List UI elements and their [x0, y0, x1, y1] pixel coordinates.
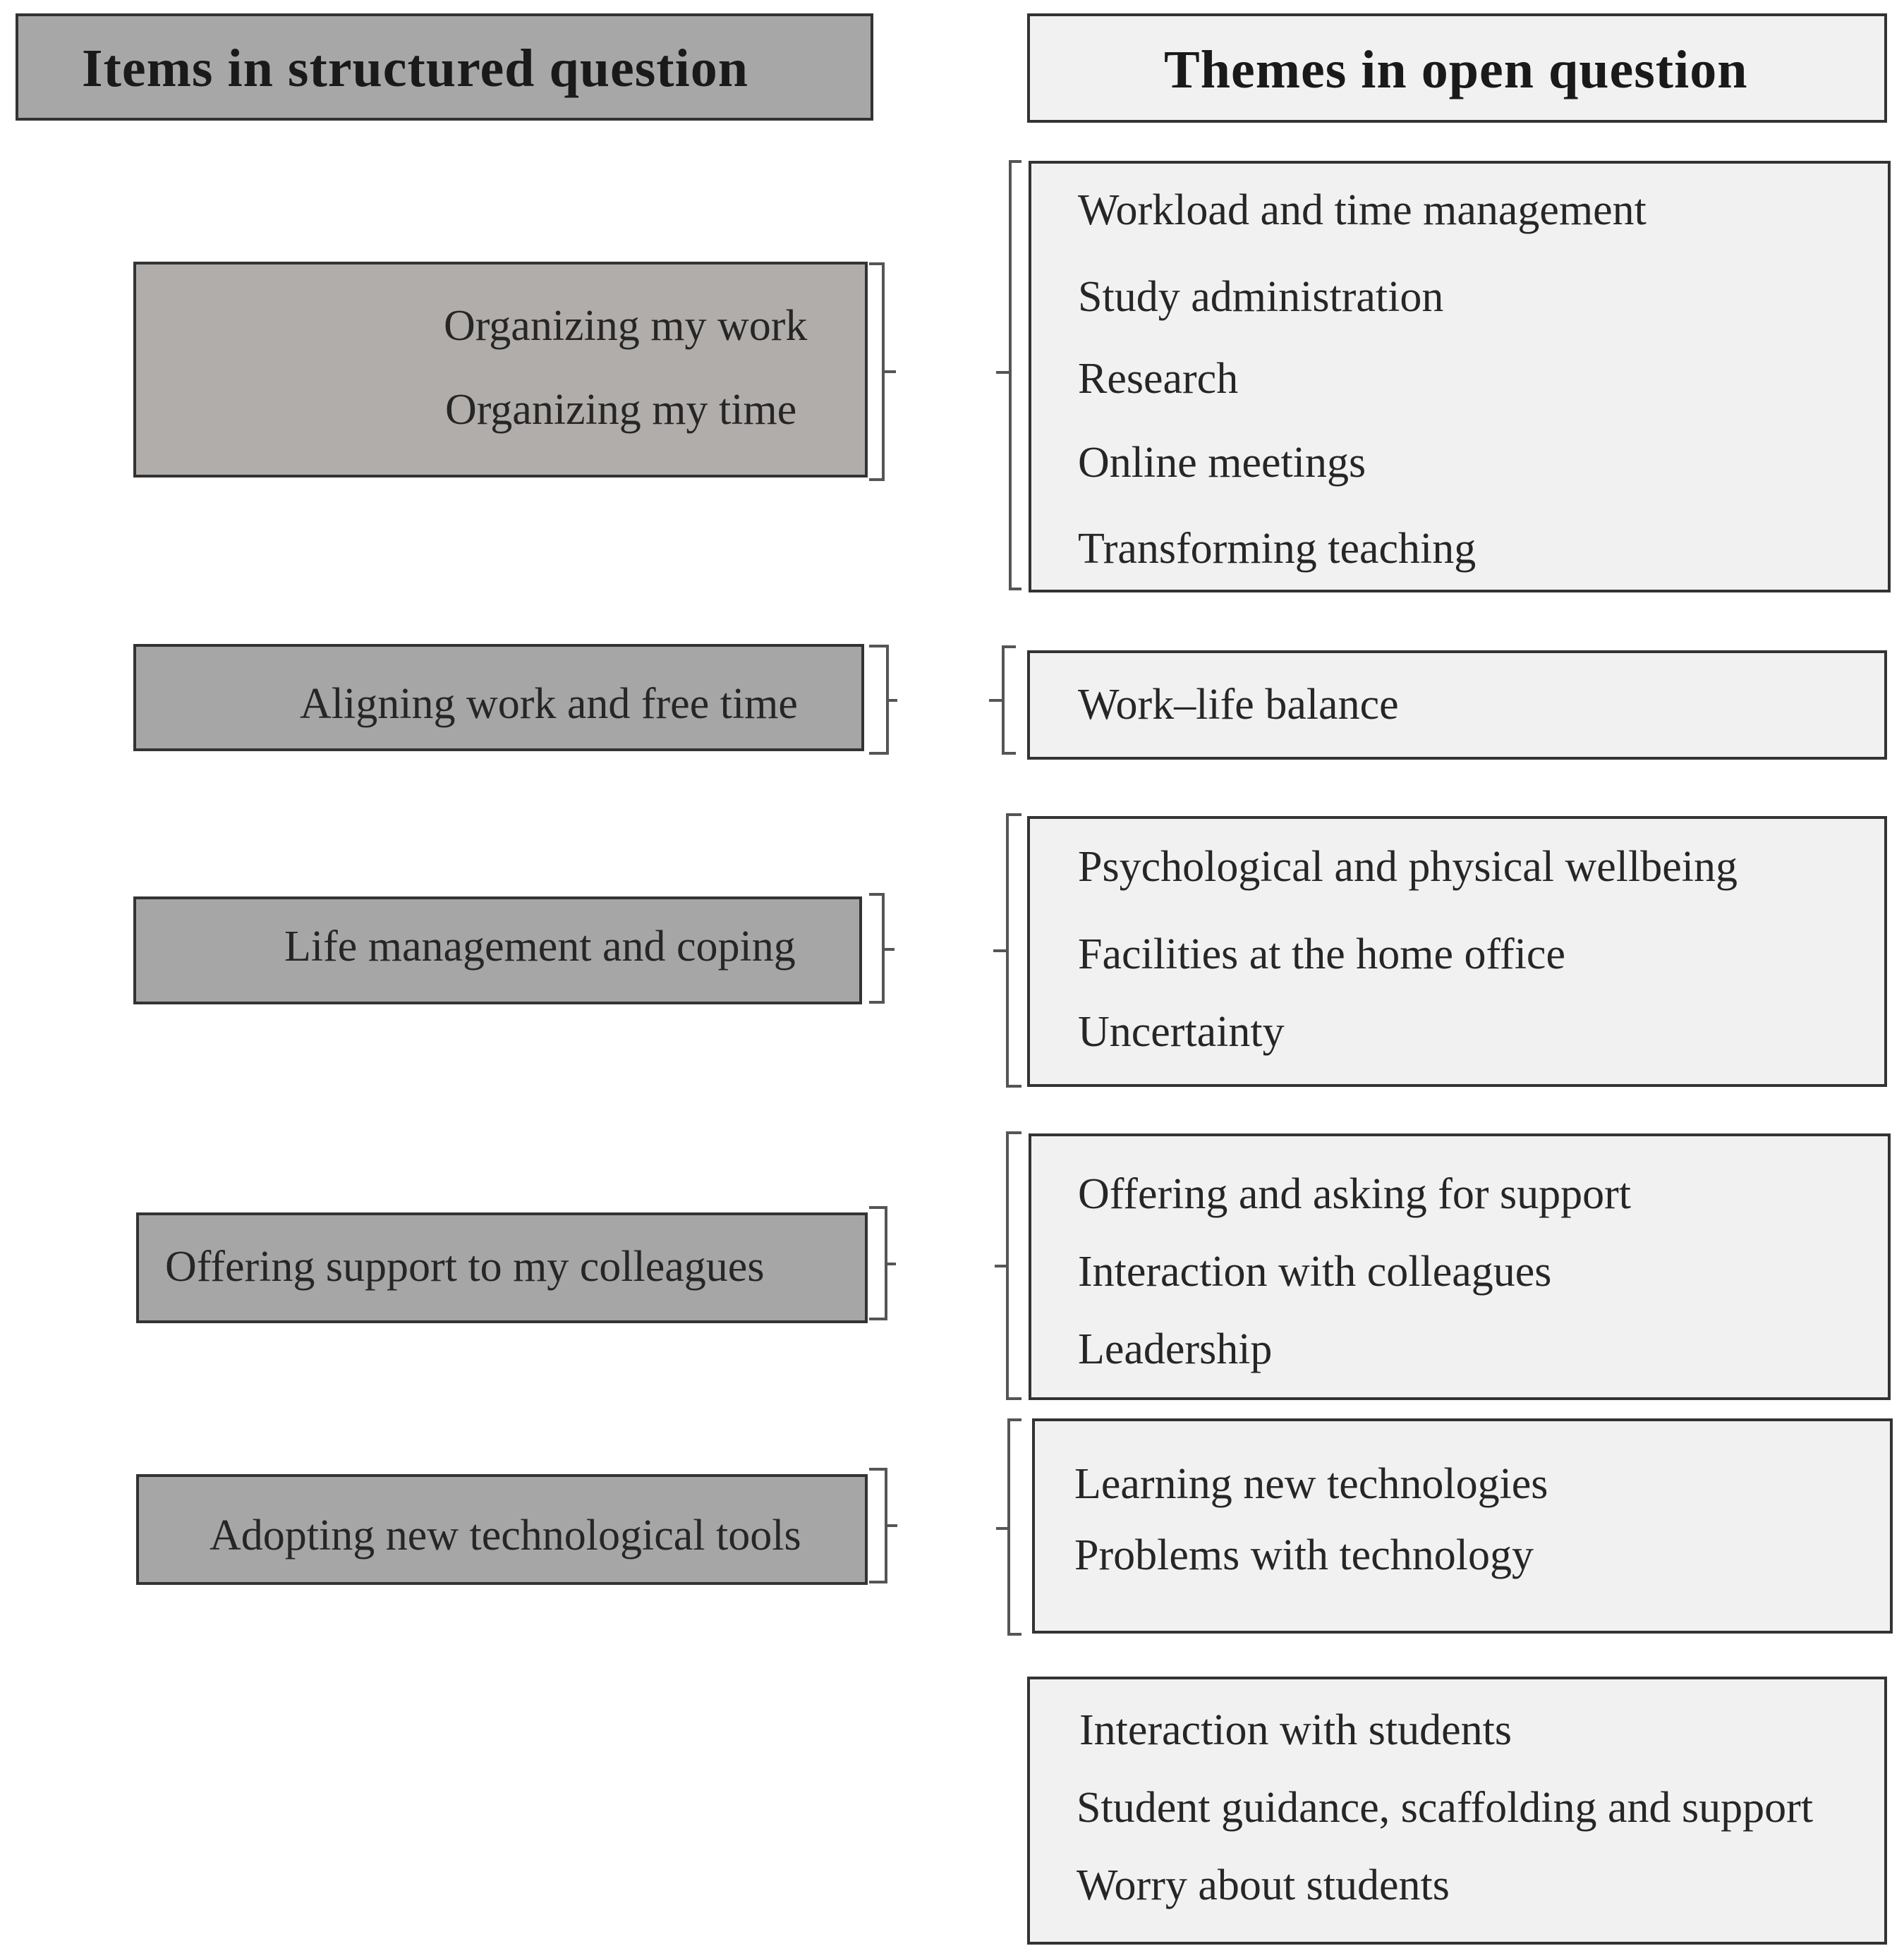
- right-bracket-5: [996, 1420, 1021, 1634]
- right-bracket-2: [989, 647, 1016, 753]
- open-theme-text: Psychological and physical wellbeing: [1078, 843, 1738, 891]
- open-theme-text: Work–life balance: [1078, 681, 1399, 729]
- structured-item-text: Aligning work and free time: [300, 680, 798, 728]
- open-theme-text: Uncertainty: [1078, 1008, 1285, 1056]
- left-bracket-1: [869, 264, 896, 480]
- right-bracket-1: [996, 162, 1021, 589]
- open-theme-text: Leadership: [1078, 1325, 1273, 1373]
- open-theme-text: Workload and time management: [1078, 186, 1647, 234]
- left-bracket-5: [869, 1469, 897, 1582]
- structured-item-text: Organizing my time: [445, 386, 797, 434]
- open-theme-text: Interaction with colleagues: [1078, 1248, 1552, 1296]
- left-bracket-3: [869, 894, 895, 1002]
- right-bracket-3: [993, 815, 1021, 1086]
- open-theme-text: Worry about students: [1077, 1861, 1450, 1909]
- structured-item-text: Organizing my work: [444, 302, 808, 350]
- open-theme-text: Problems with technology: [1074, 1531, 1534, 1579]
- open-theme-text: Offering and asking for support: [1078, 1170, 1632, 1218]
- open-theme-text: Online meetings: [1078, 439, 1366, 487]
- structured-item-text: Adopting new technological tools: [210, 1512, 801, 1559]
- open-theme-text: Student guidance, scaffolding and support: [1077, 1784, 1814, 1832]
- structured-item-text: Offering support to my colleagues: [165, 1243, 765, 1291]
- left-bracket-4: [869, 1208, 896, 1319]
- open-theme-text: Learning new technologies: [1074, 1460, 1548, 1508]
- right-bracket-4: [995, 1133, 1021, 1399]
- left-bracket-2: [869, 646, 897, 753]
- open-question-header-label: Themes in open question: [1164, 40, 1748, 99]
- open-theme-text: Facilities at the home office: [1078, 930, 1565, 978]
- open-theme-text: Study administration: [1078, 273, 1444, 321]
- open-theme-text: Research: [1078, 355, 1239, 403]
- structured-item-text: Life management and coping: [284, 923, 796, 971]
- structured-question-header-label: Items in structured question: [82, 39, 748, 98]
- open-theme-text: Interaction with students: [1079, 1706, 1512, 1754]
- open-theme-text: Transforming teaching: [1078, 525, 1476, 573]
